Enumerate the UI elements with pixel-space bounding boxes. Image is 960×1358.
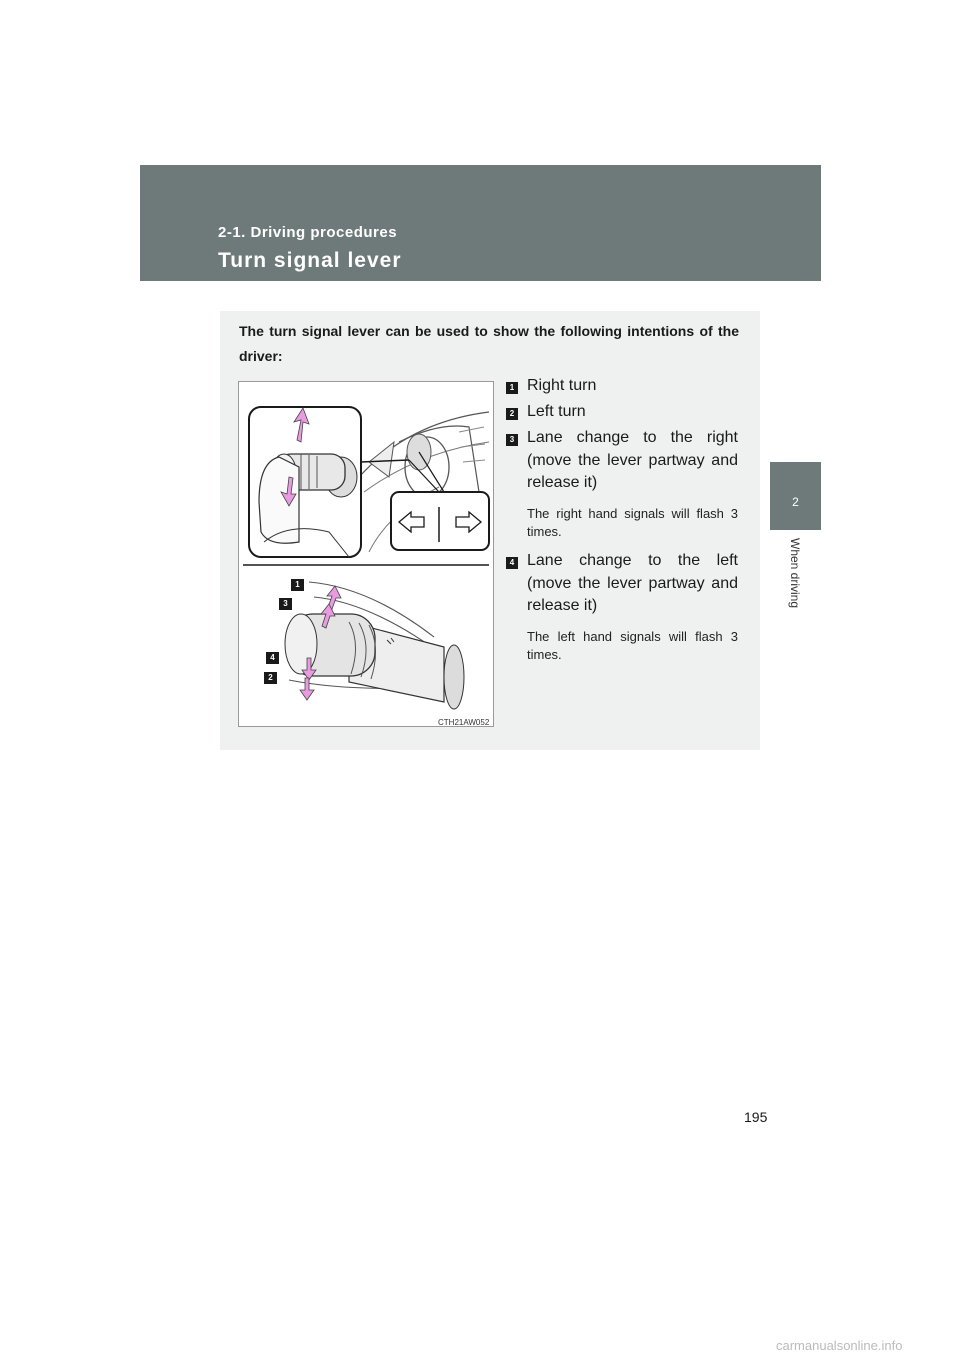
item-text: Right turn <box>527 377 597 394</box>
item-number: 3 <box>506 434 518 446</box>
item-note: The left hand signals will flash 3 times. <box>527 628 738 662</box>
chapter-tab[interactable] <box>770 462 821 530</box>
list-item <box>506 550 738 664</box>
item-text: Lane change to the left (move the lever partway and release it) <box>527 552 738 614</box>
content-box <box>220 311 760 750</box>
callout-1: 1 <box>291 579 304 591</box>
intro-text: The turn signal lever can be used to show the following intentions of the driver: <box>239 323 739 364</box>
page-title: Turn signal lever <box>218 249 402 272</box>
list-item <box>506 375 738 401</box>
callout-2: 2 <box>264 672 277 684</box>
list-item <box>506 427 738 550</box>
item-number: 1 <box>506 382 518 394</box>
figure-code: CTH21AW052 <box>438 718 490 727</box>
callout-4: 4 <box>266 652 279 664</box>
watermark: carmanualsonline.info <box>776 1338 903 1353</box>
header-band <box>140 165 821 281</box>
item-number: 2 <box>506 408 518 420</box>
list-item <box>506 401 738 427</box>
turn-signal-illustration <box>238 381 494 727</box>
item-text: Lane change to the right (move the lever partway and release it) <box>527 429 738 491</box>
callout-3: 3 <box>279 598 292 610</box>
section-label: 2-1. Driving procedures <box>218 224 398 241</box>
item-note: The right hand signals will flash 3 times. <box>527 505 738 539</box>
item-number: 4 <box>506 557 518 569</box>
item-text: Left turn <box>527 403 586 420</box>
intention-list <box>506 375 738 664</box>
lever-drawing <box>239 382 493 726</box>
chapter-tab-label: When driving <box>788 538 802 609</box>
chapter-tab-number: 2 <box>792 495 799 509</box>
page-number: 195 <box>744 1109 768 1125</box>
